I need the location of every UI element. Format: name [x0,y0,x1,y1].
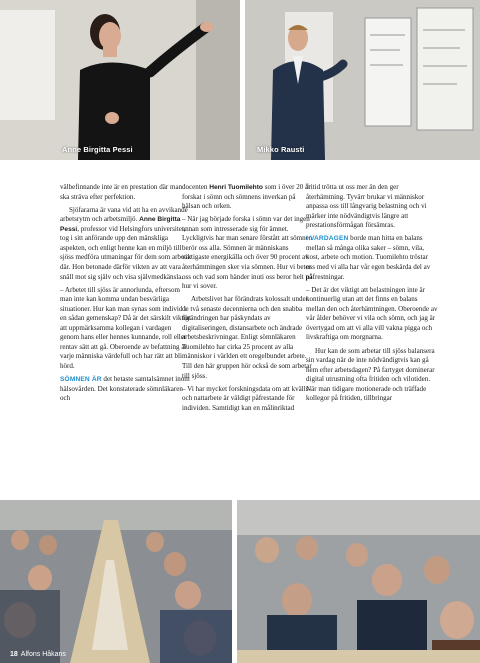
paragraph: – Arbetet till sjöss är annorlunda, eftersom man inte kan komma undan besvärliga situationer. Hur kan man synas som individ i en sådan gemenskap? Då är det särskilt viktigt att uppmärksamma kollegan i vardagen genom hans eller hennes kunnande, roll eller rentav sätt att gå. Oberoende av befattning är varje människa värdefull och har rätt att bli hörd. [60,285,191,371]
photo-speaker-man [245,0,480,160]
photo-audience-left [0,500,232,663]
section-lead-in: I VARDAGEN [306,235,349,243]
paragraph-text: det hetaste samtalsämnet inom hälsovården. Det konstaterade sömnläkaren och [60,375,190,403]
paragraph: – När jag började forska i sömn var det ingen annan som intresserade sig för ämnet. Lyckligtvis har man senare förstått att sömnen berör oss alla. Sömnen är människans viktigaste energikälla och över 90 procent av återhämtningen sker via sömnen. Hur vi beter oss och vad som händer inuti oss beror helt på hur vi sover. [182,215,313,291]
article-column-2 [182,183,314,417]
paragraph: Arbetslivet har förändrats kolossalt under de två senaste decennierna och den snabba förändringen har påskyndats av digitaliseringen, distansarbete och ändrade arbetsbeskrivningar. Enligt sömnläkaren Tuomilehto har cirka 25 procent av alla människor i världen ett oregelbundet arbete. Till den här gruppen hör också de som arbetar till sjöss. [182,295,312,380]
paragraph [306,234,438,282]
photo-audience-right [237,500,480,663]
section-lead-in: SÖMNEN ÄR [60,376,102,384]
person-name: Anne Birgitta Pessi [60,216,181,233]
photo-caption: Mikko Rausti [257,145,305,154]
paragraph: Hur kan de som arbetar till sjöss balansera sin vardag när de inte nödvändigtvis kan gå hem efter arbetsdagen? På fartyget dominerar digital utrustning ofta fritiden och vilotiden. När man tidigare motionerade och träffade kollegor på fritiden, tillbringar [306,346,435,403]
paragraph-text: , professor vid Helsingfors universitet, tog i sitt anförande upp den mänskliga aspekten, och enligt henne kan en miljö till sjöss medföra utmaningar för dem som arbetar där. Hon betonade därför vikten av att vara snäll mot sig själv och visa självmedkänsla. [60,224,192,281]
paragraph: – Vi har mycket forskningsdata om att kvälls- och nattarbete är väldigt påfrestande för individen. Samtidigt kan en målinriktad [182,384,311,412]
paragraph: välbefinnande inte är en prestation där man ska sträva efter perfektion. [60,183,183,201]
paragraph-text: borde man hitta en balans mellan så många olika saker – sömn, vila, kost, arbete och motion. Tuomilehto tröstar oss med vi alla har vår egen beskärda del av påfrestningar. [306,234,431,281]
photo-audience-right-image [237,500,480,663]
paragraph [60,206,192,282]
paragraph-text: docenten [182,183,210,191]
paragraph: fritid trötta ut oss mer än den ger återhämtning. Tyvärr brukar vi människor anpassa oss till långvarig belastning och vi märker inte nödvändigtvis längre att prestationsförmågan försämras. [306,183,427,230]
person-name: Henri Tuomilehto [209,184,263,191]
paragraph [182,183,314,212]
photo-speaker-woman [0,0,240,160]
article-column-1 [60,183,192,407]
page-footer [10,651,66,658]
paragraph [60,375,192,404]
paragraph-text: Sjöfararna är vana vid att ha en avvikande arbetsrytm och arbetsmiljö. [60,205,188,224]
article-column-3 [306,183,438,407]
paragraph: – Det är det viktigt att belastningen inte är kontinuerlig utan att det finns en balans mellan den och återhämtningen. Oberoende av vår ålder behöver vi vila och sömn, och jag är övertygad om att vi alla vill vakna pigga och livskraftiga om morgnarna. [306,285,438,342]
publication-name: Alfons Håkans [20,651,66,658]
photo-speaker-man-image [245,0,480,160]
paragraph-text: som i över 20 år forskat i sömn och sömnens inverkan på hälsan och orken. [182,183,311,211]
photo-speaker-woman-image [0,0,240,160]
photo-audience-left-image [0,500,232,663]
photo-caption: Anne Birgitta Pessi [62,145,133,154]
page-number: 18 [10,651,18,658]
